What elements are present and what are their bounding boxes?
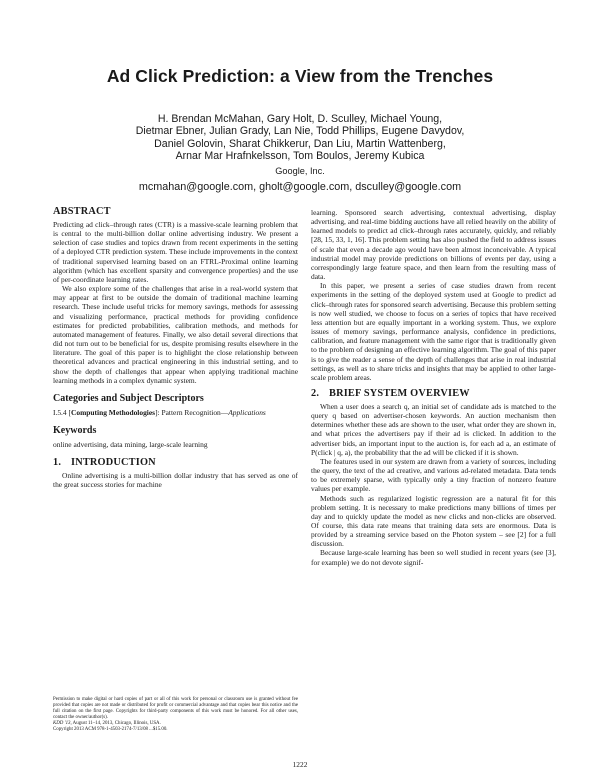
- intro-paragraph: Online advertising is a multi-billion dollar industry that has served as one of the great success stories for machine: [53, 471, 298, 490]
- author-line: Arnar Mar Hrafnkelsson, Tom Boulos, Jeremy Kubica: [175, 150, 425, 163]
- intro-paragraph: In this paper, we present a series of case studies drawn from recent experiments in the setting of the deployed system used at Google to predict ad click–through rates for sponsored search advertising. Because this problem setting is now well studied, we choose to focus on a series of topics that have received less attention but are equally important in a working system. Thus, we explore issues of memory savings, performance analysis, confidence in predictions, calibration, and feature management with the same rigor that is traditionally given to the problem of designing an effective learning algorithm. The goal of this paper is to give the reader a sense of the depth of challenges that arise in real industrial settings, as well as to share tricks and insights that may be applied to other large-scale problem areas.: [311, 281, 556, 382]
- page-number: 1222: [292, 760, 308, 769]
- copyright-line: Copyright 2013 ACM 978-1-4503-2174-7/13/08 ...$15.00.: [53, 726, 168, 732]
- keywords-heading: Keywords: [53, 424, 97, 436]
- author-line: Dietmar Ebner, Julian Grady, Lan Nie, Todd Phillips, Eugene Davydov,: [135, 125, 465, 138]
- section-title: BRIEF SYSTEM OVERVIEW: [329, 387, 470, 399]
- venue-details: August 11–14, 2013, Chicago, Illinois, USA.: [71, 720, 161, 726]
- abstract-paragraph: Predicting ad click–through rates (CTR) is a massive-scale learning problem that is central to the multi-billion dollar online advertising industry. We present a selection of case studies and topics drawn from recent experiments in the setting of a deployed CTR prediction system. These include improvements in the context of traditional supervised learning based on an FTRL-Proximal online learning algorithm (which has excellent sparsity and convergence properties) and the use of per-coordinate learning rates.: [53, 220, 298, 284]
- overview-paragraph: Because large-scale learning has been so well studied in recent years (see [3], for example) we do not devote signif-: [311, 548, 556, 567]
- author-line: H. Brendan McMahan, Gary Holt, D. Sculley, Michael Young,: [157, 113, 443, 125]
- category-name: Computing Methodologies: [70, 407, 156, 417]
- category-code: I.5.4 [: [53, 407, 71, 417]
- section-number: 1.: [53, 457, 62, 469]
- author-line: Daniel Golovin, Sharat Chikkerur, Dan Liu, Martin Wattenberg,: [154, 137, 446, 150]
- paper-title: Ad Click Prediction: a View from the Trenches: [106, 66, 494, 86]
- intro-heading: [53, 457, 298, 469]
- permission-footnote: [53, 697, 298, 732]
- venue-name: KDD '13,: [53, 720, 72, 726]
- categories-text: [53, 408, 298, 417]
- category-sub: Applications: [228, 407, 266, 417]
- left-column: [53, 206, 298, 489]
- abstract-heading: ABSTRACT: [53, 206, 111, 217]
- abstract-paragraph: We also explore some of the challenges that arise in a real-world system that may appear at first to be outside the domain of traditional machine learning research. These include useful tricks for memory savings, methods for assessing and visualizing performance, practical methods for providing confidence estimates for predicted probabilities, calibration methods, and methods for automated management of features. Finally, we also detail several directions that did not turn out to be beneficial for us, despite promising results elsewhere in the literature. The goal of this paper is to highlight the close relationship between theoretical advances and practical engineering in this industrial setting, and to show the depth of challenges that appear when applying traditional machine learning methods in a complex dynamic system.: [53, 284, 298, 385]
- overview-paragraph: The features used in our system are drawn from a variety of sources, including the query, the text of the ad creative, and various ad-related metadata. Data tends to be extremely sparse, with typically only a tiny fraction of nonzero feature values per example.: [311, 456, 556, 494]
- permission-text: Permission to make digital or hard copies of part or all of this work for personal or classroom use is granted without fee provided that copies are not made or distributed for profit or commercial advantage and that copies bear this notice and the full citation on the first page. Copyrights for third-party components of this work must be honored. For all other uses, contact the owner/author(s).: [53, 697, 298, 720]
- affiliation: Google, Inc.: [275, 166, 325, 176]
- intro-paragraph: learning. Sponsored search advertising, contextual advertising, display advertising, and real-time bidding auctions have all relied heavily on the ability of learned models to predict ad click–through rates accurately, quickly, and reliably [28, 15, 33, 1, 16]. This problem setting has also pushed the field to address issues of scale that even a decade ago would have been almost inconceivable. A typical industrial model may provide predictions on billions of events per day, using a correspondingly large feature space, and then learn from the resulting mass of data.: [311, 208, 556, 282]
- section-number: 2.: [311, 387, 320, 399]
- author-list: [60, 113, 540, 163]
- author-emails: mcmahan@google.com, gholt@google.com, dsculley@google.com: [138, 181, 462, 193]
- overview-paragraph: When a user does a search q, an initial set of candidate ads is matched to the query q based on advertiser-chosen keywords. An auction mechanism then determines whether these ads are shown to the user, what order they are shown in, and what prices the advertisers pay if their ad is clicked. In addition to the advertiser bids, an important input to the auction is, for each ad a, an estimate of P(click | q, a), the probability that the ad will be clicked if it is shown.: [311, 401, 556, 457]
- keywords-text: online advertising, data mining, large-scale learning: [53, 439, 208, 449]
- overview-paragraph: Methods such as regularized logistic regression are a natural fit for this problem setting. It is necessary to make predictions many billions of times per day and to quickly update the model as new clicks and non-clicks are observed. Of course, this data rate means that training data sets are enormous. Data is provided by a streaming service based on the Photon system – see [2] for a full discussion.: [311, 493, 556, 549]
- right-column: [311, 208, 556, 567]
- category-subject: ]: Pattern Recognition—: [155, 407, 229, 417]
- section-title: INTRODUCTION: [71, 457, 156, 469]
- overview-heading: [311, 388, 556, 400]
- categories-heading: Categories and Subject Descriptors: [53, 392, 204, 404]
